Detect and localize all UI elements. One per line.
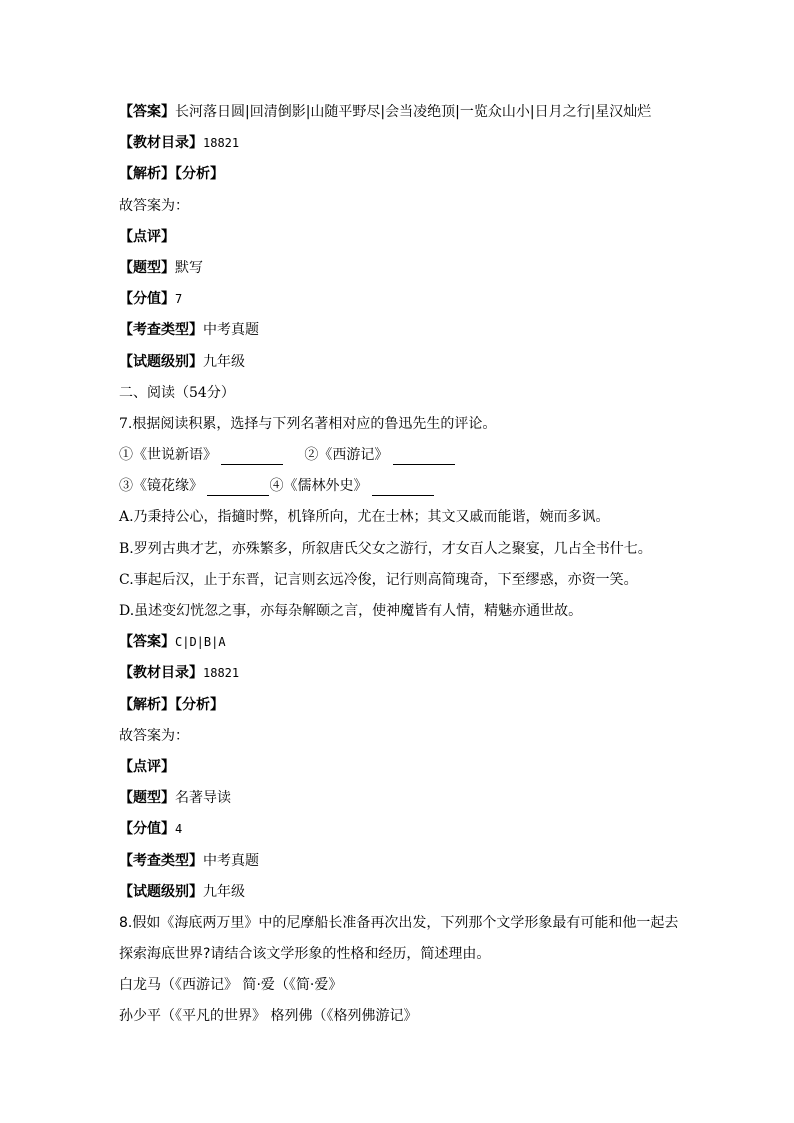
q7-blank-2[interactable]	[393, 450, 455, 465]
q6-analysis-line	[119, 159, 679, 190]
q7-items-row-2	[119, 471, 679, 502]
score-value: 7	[175, 292, 183, 307]
q8-stem-line-1	[119, 908, 679, 939]
type-tag: 【题型】	[119, 790, 175, 807]
catalog-value: 18821	[203, 136, 240, 151]
catalog-tag: 【教材目录】	[119, 665, 203, 682]
comment-tag: 【点评】	[119, 228, 175, 245]
q6-answer-explain-line	[119, 191, 679, 222]
q8-options-text-1: 白龙马（《西游记》 简·爱（《简·爱》	[119, 977, 343, 994]
q7-option-b-text: B.罗列古典才艺，亦殊繁多，所叙唐氏父女之游行，才女百人之聚宴，几占全书什七。	[119, 540, 652, 557]
q6-comment-line	[119, 222, 679, 253]
answer-tag: 【答案】	[119, 634, 175, 651]
answer-tag: 【答案】	[119, 104, 175, 120]
q7-option-a-text: A.乃秉持公心，指擿时弊，机锋所向，尤在士林；其文又戚而能谐，婉而多讽。	[119, 509, 610, 526]
q8-stem-text-2: 探索海底世界?请结合该文学形象的性格和经历，简述理由。	[119, 946, 491, 963]
q8-stem-text-1: 8.假如《海底两万里》中的尼摩船长准备再次出发，下列那个文学形象最有可能和他一起去	[119, 914, 679, 931]
q7-option-b	[119, 534, 679, 565]
type-tag: 【题型】	[119, 259, 175, 276]
answer-text: C|D|B|A	[175, 635, 226, 650]
q8-options-row-1	[119, 970, 679, 1001]
exam-value: 中考真题	[203, 852, 259, 869]
q7-catalog-line	[119, 658, 679, 689]
section-title	[119, 378, 679, 409]
score-value: 4	[175, 822, 183, 837]
q7-option-c-text: C.事起后汉，止于东晋，记言则玄远冷俊，记行则高简瑰奇，下至缪惑，亦资一笑。	[119, 571, 638, 588]
q8-stem-line-2	[119, 939, 679, 970]
q7-type-line	[119, 783, 679, 814]
q7-stem-text: 7.根据阅读积累，选择与下列名著相对应的鲁迅先生的评论。	[119, 415, 497, 432]
q7-comment-line	[119, 752, 679, 783]
q7-analysis-line	[119, 690, 679, 721]
q7-item-3: ③《镜花缘》	[119, 478, 203, 495]
exam-tag: 【考查类型】	[119, 852, 203, 869]
level-tag: 【试题级别】	[119, 353, 203, 370]
q6-catalog-line	[119, 128, 679, 159]
level-value: 九年级	[203, 883, 245, 900]
q7-item-4: ④《儒林外史》	[269, 478, 368, 495]
level-value: 九年级	[203, 353, 245, 370]
q7-stem	[119, 409, 679, 440]
q6-level-line	[119, 347, 679, 378]
q7-item-2: ②《西游记》	[304, 447, 389, 464]
level-tag: 【试题级别】	[119, 883, 203, 900]
q7-level-line	[119, 877, 679, 908]
score-tag: 【分值】	[119, 821, 175, 838]
exam-tag: 【考查类型】	[119, 322, 203, 339]
q8-options-text-2: 孙少平（《平凡的世界》 格列佛（《格列佛游记》	[119, 1008, 418, 1025]
analysis-tag: 【解析】【分析】	[119, 696, 224, 713]
answer-explain: 故答案为：	[119, 197, 189, 214]
q7-items-row-1	[119, 440, 679, 471]
q7-score-line	[119, 814, 679, 845]
q6-exam-line	[119, 315, 679, 346]
q6-type-line	[119, 253, 679, 284]
answer-text: 长河落日圆|回清倒影|山随平野尽|会当凌绝顶|一览众山小|日月之行|星汉灿烂	[175, 104, 652, 120]
analysis-tag: 【解析】【分析】	[119, 166, 224, 183]
q7-option-d-text: D.虽述变幻恍忽之事，亦每杂解颐之言，使神魔皆有人情，精魅亦通世故。	[119, 603, 583, 619]
q7-item-1: ①《世说新语》	[119, 447, 217, 464]
q7-blank-4[interactable]	[372, 481, 434, 496]
q7-blank-3[interactable]	[207, 481, 269, 496]
type-value: 默写	[175, 259, 203, 276]
comment-tag: 【点评】	[119, 758, 175, 775]
q7-option-c	[119, 565, 679, 596]
exam-value: 中考真题	[203, 322, 259, 339]
catalog-value: 18821	[203, 666, 240, 681]
score-tag: 【分值】	[119, 291, 175, 308]
answer-explain: 故答案为：	[119, 727, 189, 744]
q7-blank-1[interactable]	[221, 450, 283, 465]
q7-option-d	[119, 596, 679, 627]
q7-answer-explain-line	[119, 721, 679, 752]
catalog-tag: 【教材目录】	[119, 135, 203, 152]
section-title-text: 二、阅读（54分）	[119, 384, 235, 401]
q7-answer-line	[119, 627, 679, 658]
q7-exam-line	[119, 846, 679, 877]
q8-options-row-2	[119, 1001, 679, 1032]
q7-option-a	[119, 502, 679, 533]
document-page	[119, 97, 679, 1033]
q6-score-line	[119, 284, 679, 315]
q6-answer-line	[119, 97, 679, 128]
type-value: 名著导读	[175, 790, 231, 807]
